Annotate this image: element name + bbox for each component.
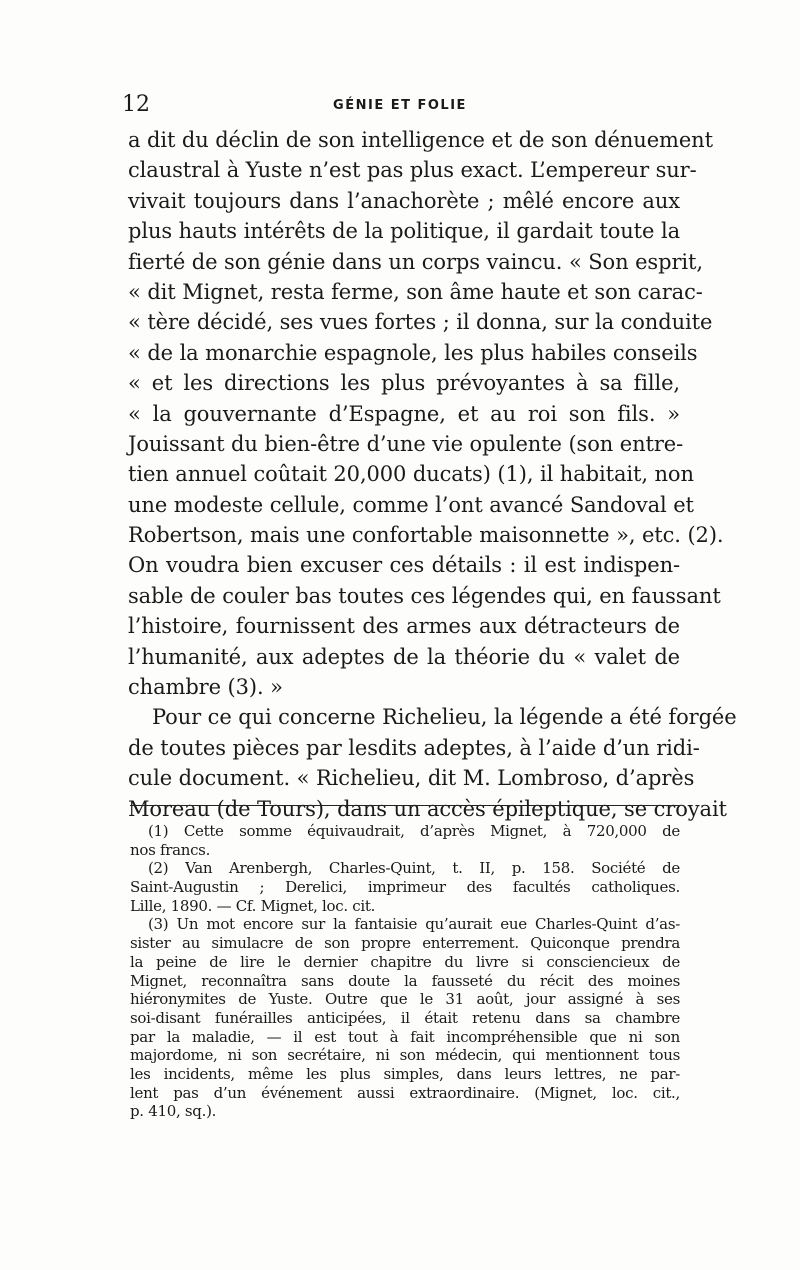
- page-header: [120, 92, 680, 120]
- text-line: fierté de son génie dans un corps vaincu. « Son esprit,: [128, 249, 703, 274]
- text-line: l’histoire, fournissent des armes aux détracteurs de: [128, 614, 680, 639]
- footnote: [130, 822, 680, 859]
- text-line: Robertson, mais une confortable maisonnette », etc. (2).: [128, 523, 724, 548]
- footnote-line: soi-disant funérailles anticipées, il était retenu dans sa chambre: [130, 1008, 680, 1027]
- text-line: claustral à Yuste n’est pas plus exact. L’empereur sur-: [128, 158, 697, 183]
- footnote-line: lent pas d’un événement aussi extraordinaire. (Mignet, loc. cit.,: [130, 1083, 680, 1102]
- text-line: « la gouvernante d’Espagne, et au roi son fils. »: [128, 401, 680, 426]
- text-line: Pour ce qui concerne Richelieu, la légende a été forgée: [152, 705, 737, 730]
- footnote: [130, 859, 680, 915]
- footnote-line: majordome, ni son secrétaire, ni son médecin, qui mentionnent tous: [130, 1046, 680, 1065]
- footnote-line: (1) Cette somme équivaudrait, d’après Mignet, à 720,000 de: [148, 822, 680, 840]
- footnote-line: hiéronymites de Yuste. Outre que le 31 août, jour assigné à ses: [130, 990, 680, 1009]
- text-line: de toutes pièces par lesdits adeptes, à l’aide d’un ridi-: [128, 735, 700, 760]
- footnote-line: Saint-Augustin ; Derelici, imprimeur des facultés catholiques.: [130, 878, 680, 897]
- text-line: a dit du déclin de son intelligence et de son dénuement: [128, 128, 713, 152]
- footnote-separator: [130, 805, 680, 806]
- text-line: Moreau (de Tours), dans un accès épileptique, se croyait: [128, 796, 727, 821]
- page-number: 12: [122, 92, 150, 117]
- main-text: [128, 125, 737, 824]
- footnote-line: p. 410, sq.).: [130, 1102, 217, 1121]
- text-line: « et les directions les plus prévoyantes à sa fille,: [128, 371, 680, 396]
- footnote-line: par la maladie, — il est tout à fait incompréhensible que ni son: [130, 1027, 680, 1046]
- footnote-line: (3) Un mot encore sur la fantaisie qu’aurait eue Charles-Quint d’as-: [148, 915, 680, 934]
- footnote-line: nos francs.: [130, 840, 211, 859]
- footnote-line: Mignet, reconnaîtra sans doute la fausseté du récit des moines: [130, 971, 680, 990]
- text-line: l’humanité, aux adeptes de la théorie du « valet de: [128, 644, 680, 669]
- text-line: une modeste cellule, comme l’ont avancé Sandoval et: [128, 492, 694, 517]
- footnote-line: (2) Van Arenbergh, Charles-Quint, t. II, p. 158. Société de: [148, 859, 680, 878]
- text-line: vivait toujours dans l’anachorète ; mêlé encore aux: [128, 188, 680, 213]
- text-line: plus hauts intérêts de la politique, il gardait toute la: [128, 219, 680, 244]
- text-line: cule document. « Richelieu, dit M. Lombroso, d’après: [128, 766, 695, 791]
- running-title: GÉNIE ET FOLIE: [333, 98, 467, 113]
- text-line: « tère décidé, ses vues fortes ; il donna, sur la conduite: [128, 310, 713, 335]
- text-line: chambre (3). »: [128, 675, 283, 700]
- footnote: [130, 915, 680, 1121]
- footnote-line: sister au simulacre de son propre enterrement. Quiconque prendra: [130, 934, 680, 953]
- text-line: Jouissant du bien-être d’une vie opulente (son entre-: [128, 431, 684, 456]
- text-line: sable de couler bas toutes ces légendes qui, en faussant: [128, 583, 721, 608]
- text-line: tien annuel coûtait 20,000 ducats) (1), il habitait, non: [128, 462, 694, 487]
- footnote-line: la peine de lire le dernier chapitre du livre si consciencieux de: [130, 952, 680, 971]
- footnote-line: Lille, 1890. — Cf. Mignet, loc. cit.: [130, 896, 376, 915]
- footnote-line: les incidents, même les plus simples, dans leurs lettres, ne par-: [130, 1064, 680, 1083]
- text-line: « de la monarchie espagnole, les plus habiles conseils: [128, 340, 698, 365]
- text-line: On voudra bien excuser ces détails : il est indispen-: [128, 553, 680, 578]
- text-line: « dit Mignet, resta ferme, son âme haute et son carac-: [128, 279, 703, 304]
- footnotes: [130, 822, 680, 1121]
